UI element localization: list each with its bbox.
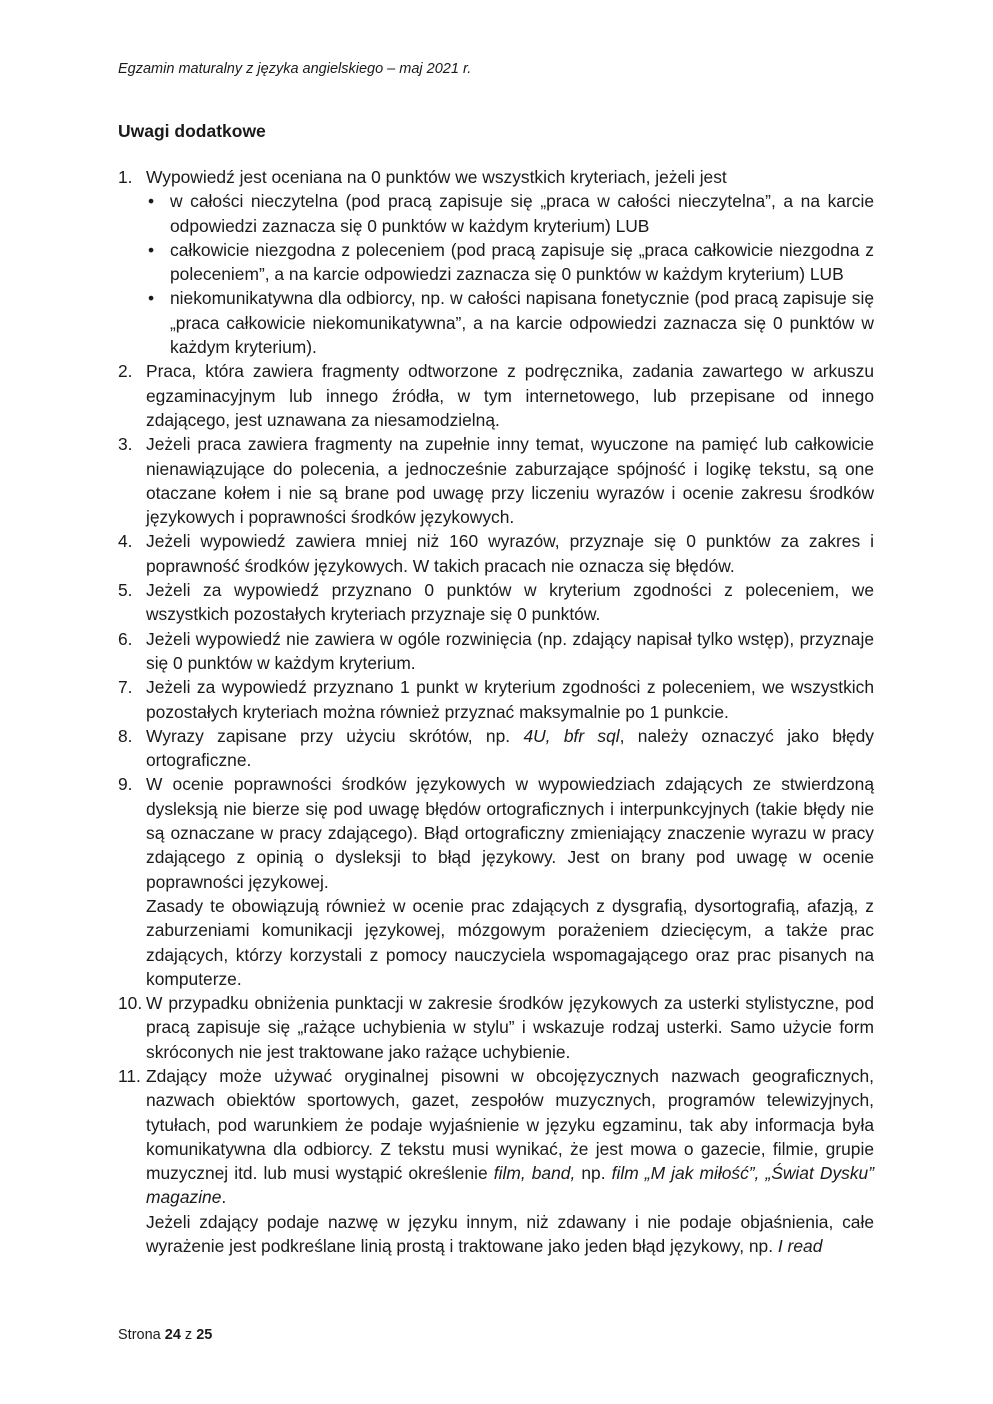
bullet-text: w całości nieczytelna (pod pracą zapisuje się „praca w całości nieczytelna”, a na karcie odpowiedzi zaznacza się 0 punktów w każdym kryterium) LUB [170,191,874,236]
item-body [146,1064,874,1258]
item-number: 7. [118,677,133,698]
bullet-text: całkowicie niezgodna z poleceniem (pod pracą zapisuje się „praca całkowicie niezgodna z poleceniem”, a na karcie odpowiedzi zaznacza się 0 punktów w każdym kryterium) LUB [170,239,874,285]
item-text-part: Jeżeli zdający podaje nazwę w języku innym, niż zdawany i nie podaje objaśnienia, całe wyrażenie jest podkreślane linią prostą i traktowane jako jeden błąd językowy, np. [146,1211,874,1257]
item-text: Jeżeli za wypowiedź przyznano 1 punkt w kryterium zgodności z poleceniem, we wszystkich pozostałych kryteriach można również przyznać maksymalnie po 1 punkcie. [146,677,874,722]
list-item [118,578,874,627]
item-text [146,724,874,773]
bullet-icon: • [148,288,155,309]
item-text: Jeżeli wypowiedź zawiera mniej niż 160 wyrazów, przyznaje się 0 punktów za zakres i poprawność środków językowych. W takich pracach nie oznacza się błędów. [146,531,874,576]
footer-page-total: 25 [196,1327,213,1343]
item-text: Jeżeli za wypowiedź przyznano 0 punktów w kryterium zgodności z poleceniem, we wszystkich pozostałych kryteriach przyznaje się 0 punktów. [146,580,874,625]
item-number: 8. [118,725,133,746]
section-title: Uwagi dodatkowe [118,121,266,141]
item-text: W ocenie poprawności środków językowych w wypowiedziach zdających ze stwierdzoną dysleksją nie bierze się pod uwagę błędów ortograficznych i interpunkcyjnych (takie błędy nie są oznaczane w pracy zdającego). Błąd ortograficzny zmieniający znaczenie wyrazu w pracy zdającego z opinią o dysleksji to błąd językowy. Jest on brany pod uwagę w ocenie poprawności językowej. [146,774,874,892]
footer-page-number: 24 [164,1327,181,1343]
item-text-italic: I read [777,1236,823,1257]
item-text-continued: Zasady te obowiązują również w ocenie prac zdających z dysgrafią, dysortografią, afazją, z zaburzeniami komunikacji językowej, mózgowym porażeniem dziecięcym, a także prac zdających, którzy korzystali z pomocy nauczyciela wspomagającego oraz prac pisanych na komputerze. [146,895,874,989]
bullet-icon: • [148,191,155,212]
list-item [118,675,874,724]
item-text-italic: film „M jak miłość”, „Świat Dysku” magazine [146,1163,874,1208]
bullet-list [146,189,874,359]
item-text-italic: film, band, [493,1163,576,1184]
page-footer [118,1326,212,1344]
item-body [146,165,874,359]
list-item [118,1064,874,1258]
list-item [118,627,874,676]
bullet-item [146,238,874,287]
list-item [118,991,874,1064]
bullet-text: niekomunikatywna dla odbiorcy, np. w całości napisana fonetycznie (pod pracą zapisuje się „praca całkowicie niekomunikatywna”, a na karcie odpowiedzi zaznacza się 0 punktów w każdym kryterium). [170,288,874,358]
list-item [118,529,874,578]
item-number: 6. [118,628,133,649]
item-text-part: , należy oznaczyć jako błędy ortograficzne. [146,725,874,771]
bullet-item [146,189,874,238]
bullet-item [146,286,874,359]
item-text: Jeżeli praca zawiera fragmenty na zupełnie inny temat, wyuczone na pamięć lub całkowicie nienawiązujące do polecenia, a jednocześnie zaburzające spójność i logikę tekstu, są one otaczane kołem i nie są brane pod uwagę przy liczeniu wyrazów i ocenie zakresu środków językowych i poprawności środków językowych. [146,434,874,528]
footer-prefix: Strona [118,1327,165,1343]
list-item [118,432,874,529]
item-number: 10. [118,993,143,1014]
item-text-part: Zdający może używać oryginalnej pisowni w obcojęzycznych nazwach geograficznych, nazwach obiektów sportowych, gazet, zespołów muzycznych, programów telewizyjnych, tytułach, pod warunkiem że podaje wyjaśnienie w języku egzaminu, tak aby informacja była komunikatywna dla odbiorcy. Z tekstu musi wynikać, że jest mowa o gazecie, filmie, grupie muzycznej itd. lub musi wystąpić określenie [146,1065,874,1184]
item-number: 4. [118,531,133,552]
list-item [118,772,874,991]
notes-list [118,165,874,1258]
item-body [146,772,874,991]
item-number: 3. [118,434,133,455]
list-item [118,165,874,359]
item-text: W przypadku obniżenia punktacji w zakresie środków językowych za usterki stylistyczne, pod pracą zapisuje się „rażące uchybienia w stylu” i wskazuje rodzaj usterki. Samo użycie form skróconych nie jest traktowane jako rażące uchybienie. [146,993,874,1062]
item-text-italic: 4U, bfr sql [523,725,620,746]
item-number: 2. [118,361,133,382]
item-text [146,1064,874,1210]
bullet-icon: • [148,239,155,260]
item-text: Praca, która zawiera fragmenty odtworzone z podręcznika, zadania zawartego w arkuszu egzaminacyjnym lub innego źródła, w tym internetowego, lub przepisane od innego zdającego, jest uznawana za niesamodzielną. [146,361,874,430]
item-number: 11. [118,1065,141,1086]
page-header: Egzamin maturalny z języka angielskiego – maj 2021 r. [118,61,472,77]
item-text: Jeżeli wypowiedź nie zawiera w ogóle rozwinięcia (np. zdający napisał tylko wstęp), przyznaje się 0 punktów w każdym kryterium. [146,628,874,673]
item-text-part: np. [575,1163,612,1184]
item-text: Wypowiedź jest oceniana na 0 punktów we wszystkich kryteriach, jeżeli jest [146,167,727,187]
item-text-part: . [221,1187,227,1208]
item-text-part: Wyrazy zapisane przy użyciu skrótów, np. [146,725,524,746]
item-text-continued [146,1210,874,1259]
list-item [118,359,874,432]
item-number: 5. [118,580,133,601]
list-item [118,724,874,773]
item-number: 9. [118,774,133,795]
item-number: 1. [118,167,133,187]
footer-separator: z [180,1327,197,1343]
